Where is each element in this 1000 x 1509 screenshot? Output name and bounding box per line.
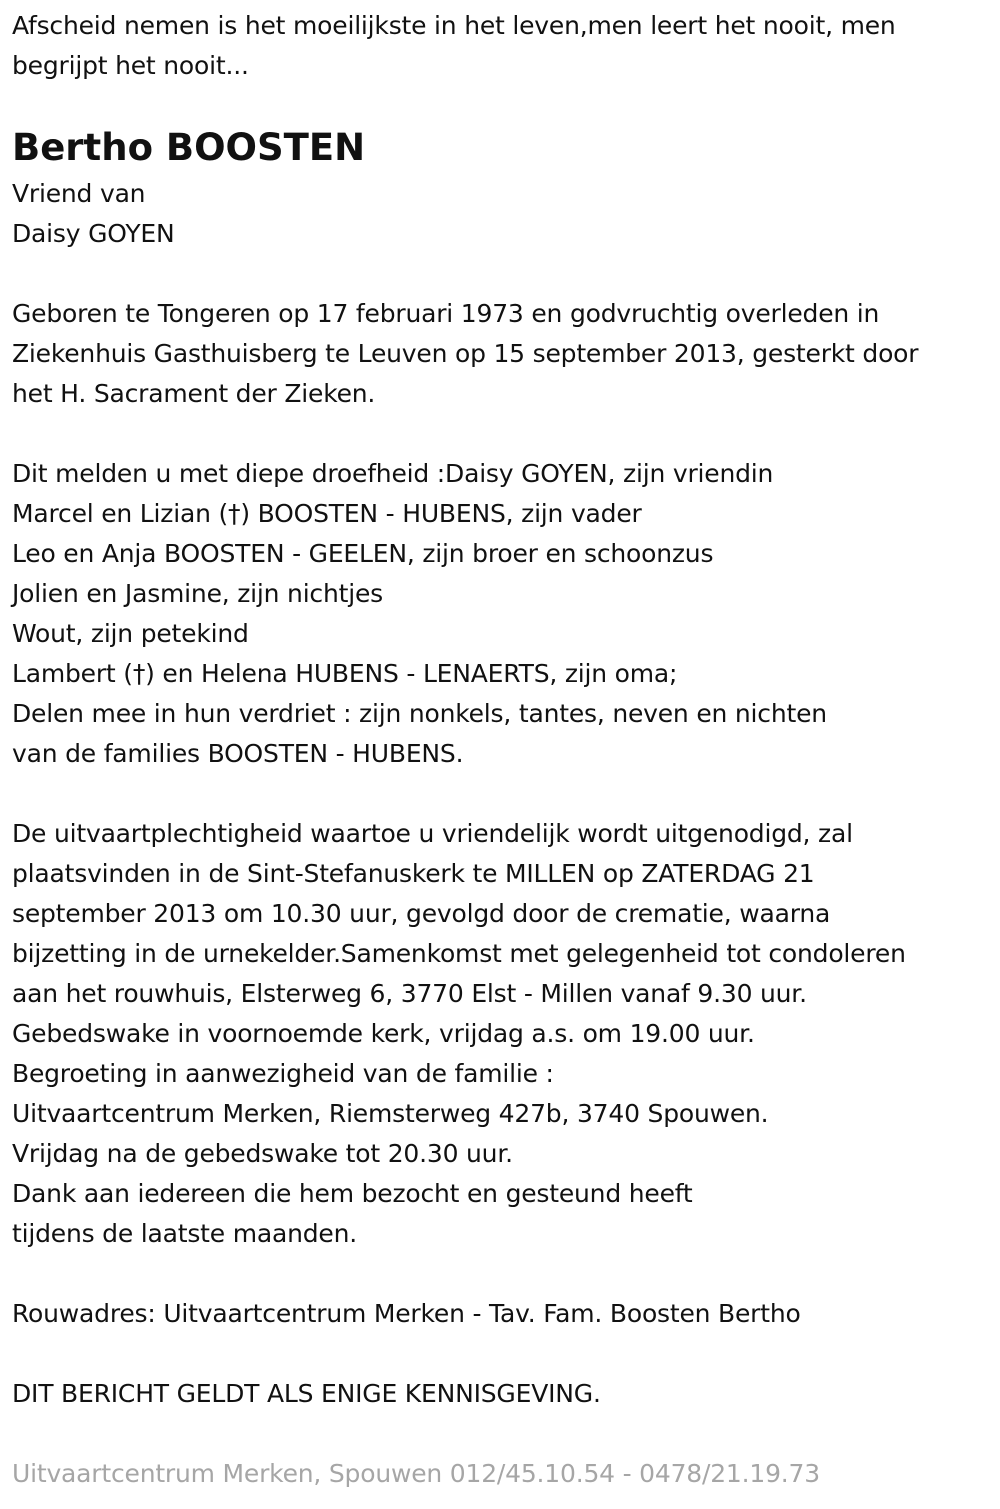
ceremony-line: tijdens de laatste maanden. (12, 1219, 357, 1248)
family-line: van de families BOOSTEN - HUBENS. (12, 739, 464, 768)
deceased-name: Bertho BOOSTEN (12, 126, 366, 169)
family-line: Leo en Anja BOOSTEN - GEELEN, zijn broer en schoonzus (12, 539, 714, 568)
family-line: Wout, zijn petekind (12, 619, 249, 648)
spacer (12, 1254, 988, 1294)
paragraph-line: Ziekenhuis Gasthuisberg te Leuven op 15 september 2013, gesterkt door (12, 339, 919, 368)
relation-block (12, 174, 988, 254)
relation-line: Vriend van (12, 179, 146, 208)
family-line: Marcel en Lizian (†) BOOSTEN - HUBENS, zijn vader (12, 499, 642, 528)
ceremony-line: Vrijdag na de gebedswake tot 20.30 uur. (12, 1139, 513, 1168)
spacer (12, 254, 988, 294)
ceremony-line: Dank aan iedereen die hem bezocht en gesteund heeft (12, 1179, 693, 1208)
ceremony-line: De uitvaartplechtigheid waartoe u vriendelijk wordt uitgenodigd, zal (12, 819, 853, 848)
ceremony-line: plaatsvinden in de Sint-Stefanuskerk te MILLEN op ZATERDAG 21 (12, 859, 815, 888)
ceremony-paragraph (12, 814, 988, 1254)
family-line: Dit melden u met diepe droefheid :Daisy GOYEN, zijn vriendin (12, 459, 774, 488)
spacer (12, 414, 988, 454)
funeral-home-footer: Uitvaartcentrum Merken, Spouwen 012/45.10.54 - 0478/21.19.73 (12, 1459, 820, 1488)
ceremony-line: aan het rouwhuis, Elsterweg 6, 3770 Elst - Millen vanaf 9.30 uur. (12, 979, 807, 1008)
spacer (12, 774, 988, 814)
notice-statement: DIT BERICHT GELDT ALS ENIGE KENNISGEVING. (12, 1379, 601, 1408)
ceremony-line: Uitvaartcentrum Merken, Riemsterweg 427b, 3740 Spouwen. (12, 1099, 769, 1128)
relation-line: Daisy GOYEN (12, 219, 175, 248)
ceremony-line: bijzetting in de urnekelder.Samenkomst met gelegenheid tot condoleren (12, 939, 906, 968)
ceremony-line: Begroeting in aanwezigheid van de familie : (12, 1059, 554, 1088)
ceremony-line: september 2013 om 10.30 uur, gevolgd door de crematie, waarna (12, 899, 831, 928)
intro-line: Afscheid nemen is het moeilijkste in het leven,men leert het nooit, men (12, 11, 896, 40)
paragraph-line: Geboren te Tongeren op 17 februari 1973 en godvruchtig overleden in (12, 299, 880, 328)
family-line: Lambert (†) en Helena HUBENS - LENAERTS, zijn oma; (12, 659, 678, 688)
family-line: Delen mee in hun verdriet : zijn nonkels, tantes, neven en nichten (12, 699, 827, 728)
ceremony-line: Gebedswake in voornoemde kerk, vrijdag a.s. om 19.00 uur. (12, 1019, 755, 1048)
paragraph-line: het H. Sacrament der Zieken. (12, 379, 376, 408)
birth-death-paragraph (12, 294, 988, 414)
intro-line: begrijpt het nooit... (12, 51, 249, 80)
intro-quote (12, 0, 988, 86)
spacer (12, 1334, 988, 1374)
mourning-address: Rouwadres: Uitvaartcentrum Merken - Tav. Fam. Boosten Bertho (12, 1299, 801, 1328)
family-line: Jolien en Jasmine, zijn nichtjes (12, 579, 383, 608)
family-paragraph (12, 454, 988, 774)
